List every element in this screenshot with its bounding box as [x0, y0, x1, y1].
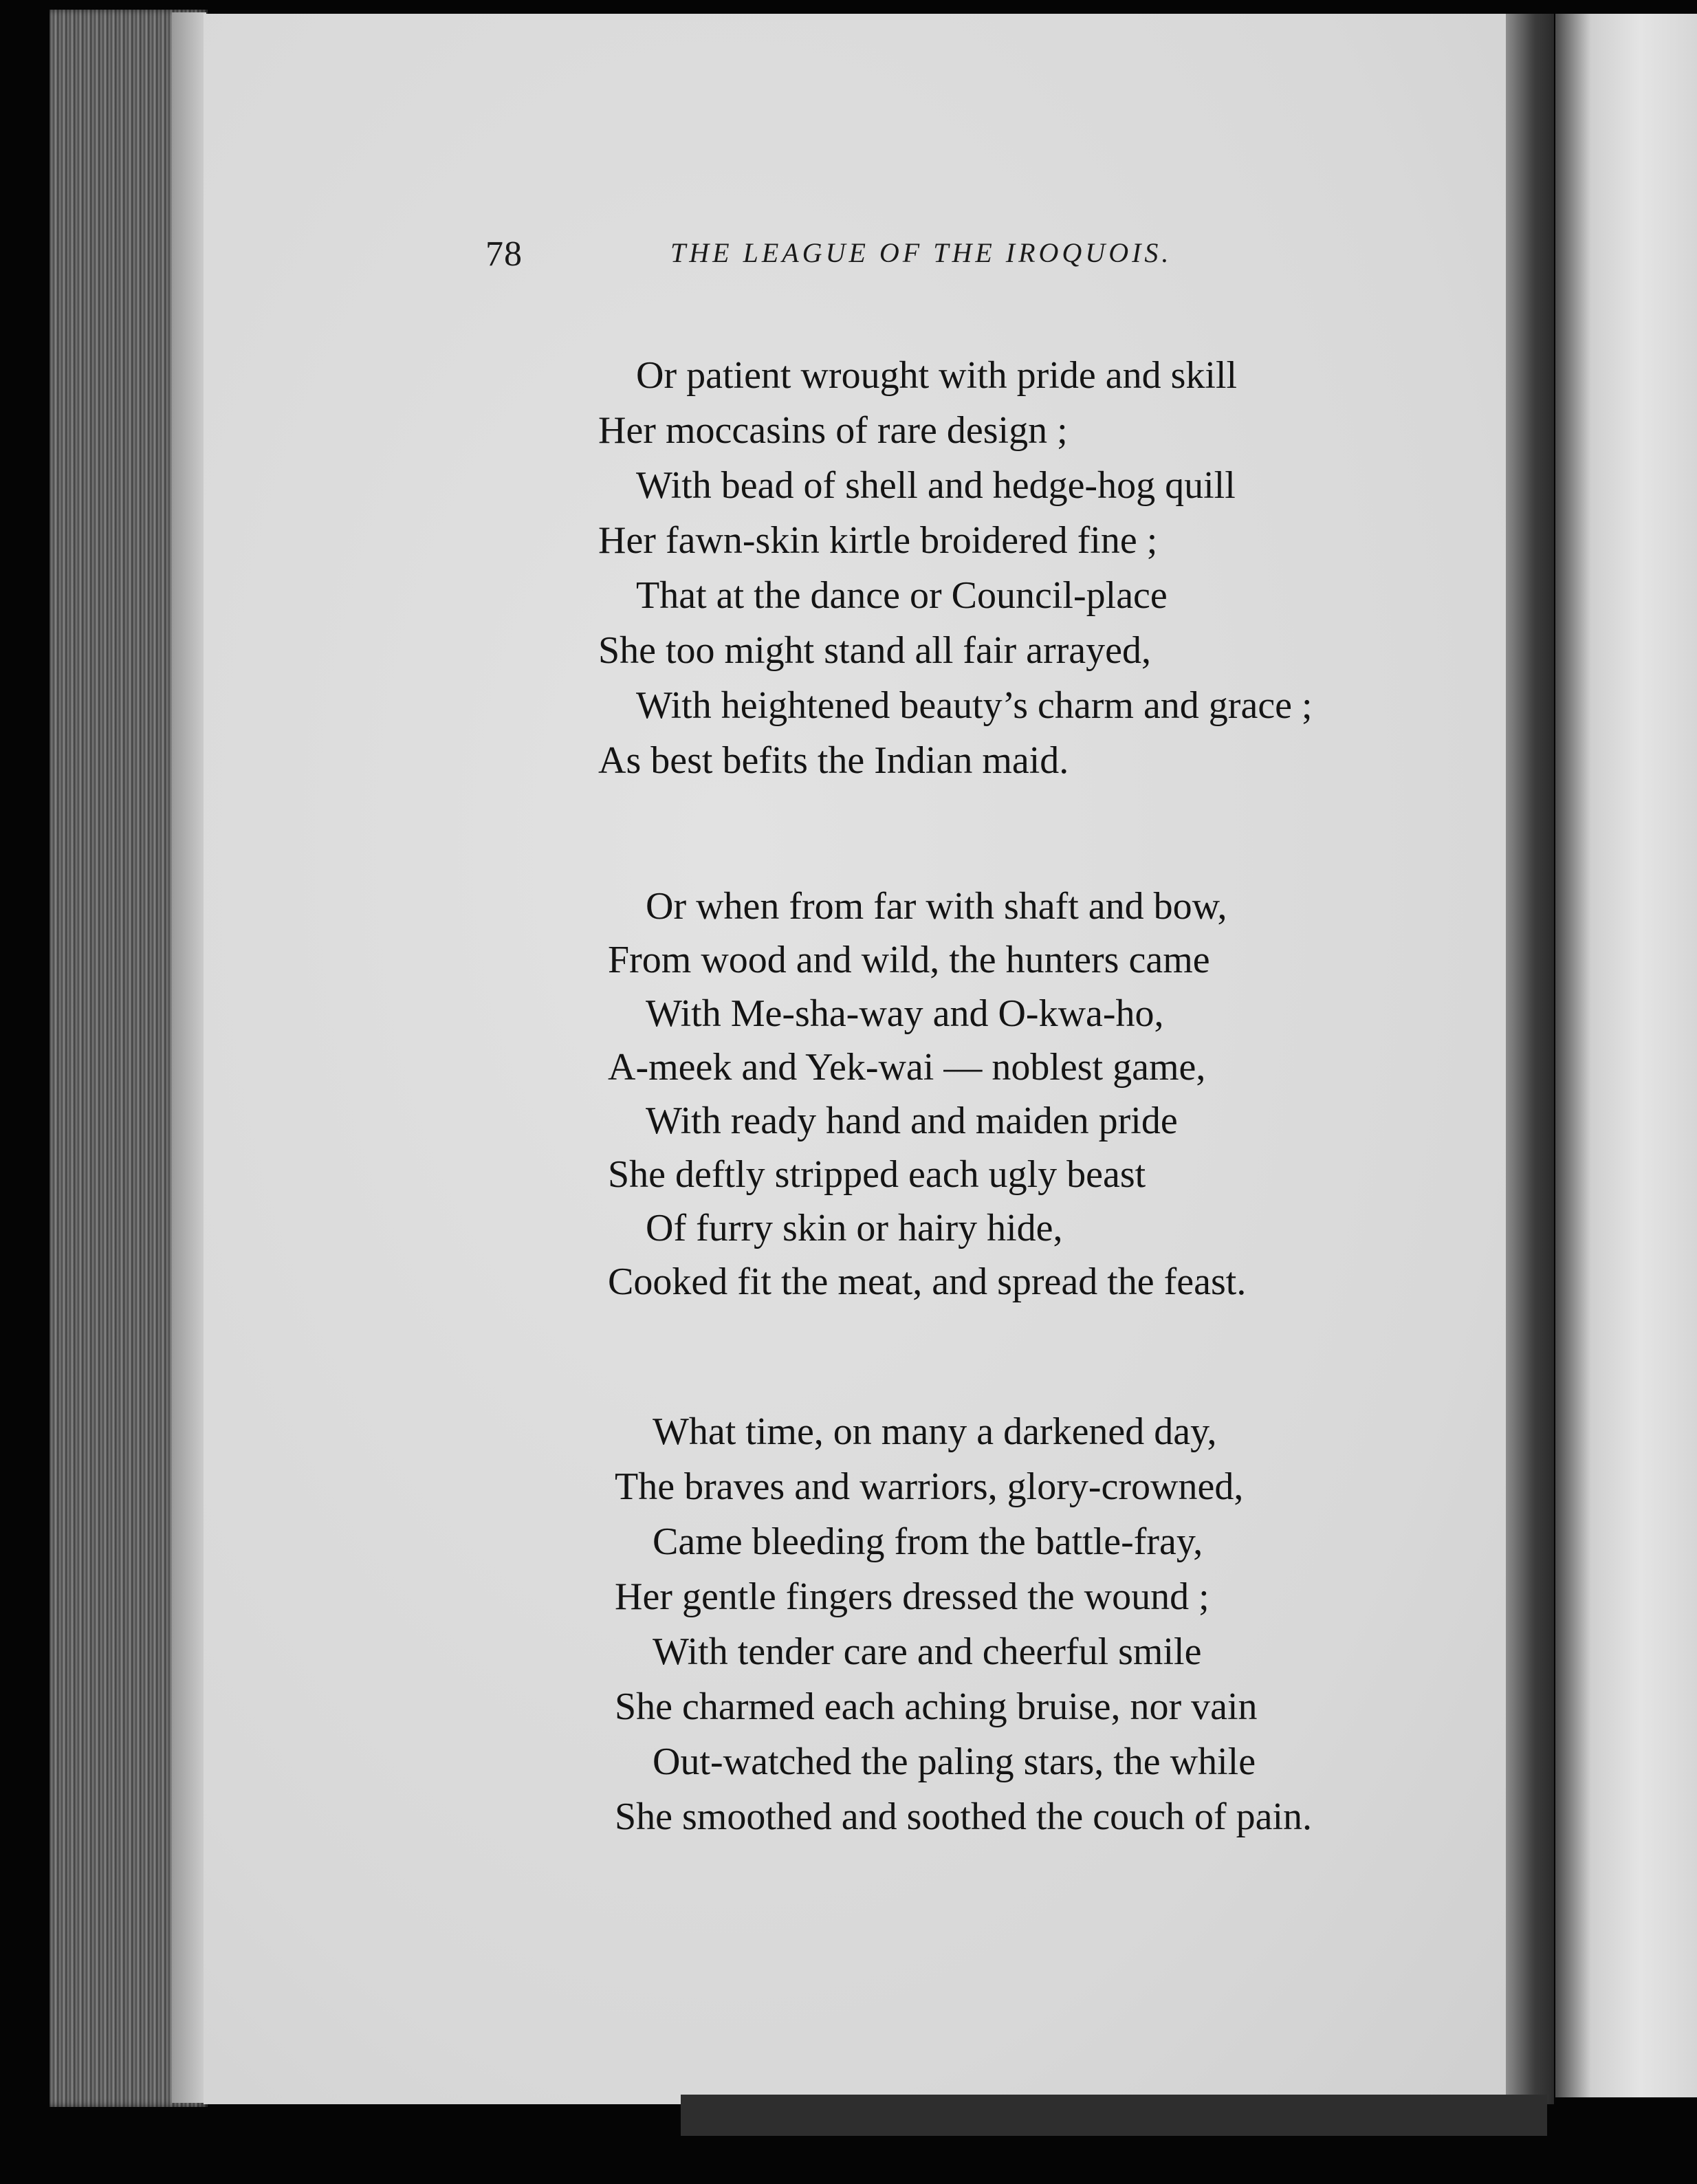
poem-line: Her gentle fingers dressed the wound ; [615, 1575, 1209, 1618]
page-number: 78 [485, 234, 523, 274]
poem-line: Or patient wrought with pride and skill [636, 354, 1238, 397]
poem-line: Out-watched the paling stars, the while [653, 1740, 1256, 1783]
facing-page-sliver [1555, 14, 1697, 2097]
poem-line: Her fawn-skin kirtle broidered fine ; [598, 519, 1158, 562]
poem-line: With ready hand and maiden pride [646, 1100, 1178, 1142]
poem-line: Or when from far with shaft and bow, [646, 885, 1227, 928]
poem-line: The braves and warriors, glory-crowned, [615, 1465, 1244, 1508]
poem-line: With Me-sha-way and O-kwa-ho, [646, 992, 1164, 1035]
poem-line: Cooked fit the meat, and spread the feast. [608, 1260, 1247, 1303]
poem-line: As best befits the Indian maid. [598, 739, 1069, 782]
poem-line: Came bleeding from the battle-fray, [653, 1520, 1203, 1563]
poem-line: Of furry skin or hairy hide, [646, 1207, 1063, 1249]
poem-line: She deftly stripped each ugly beast [608, 1153, 1146, 1196]
poem-line: She charmed each aching bruise, nor vain [615, 1685, 1258, 1728]
poem-line: From wood and wild, the hunters came [608, 939, 1210, 981]
poem-line: A-meek and Yek-wai — noblest game, [608, 1046, 1206, 1089]
running-head: THE LEAGUE OF THE IROQUOIS. [670, 237, 1172, 268]
book-gutter-shadow [1506, 14, 1554, 2104]
book-page-edges-highlight [172, 12, 206, 2103]
poem-line: With bead of shell and hedge-hog quill [636, 464, 1236, 507]
poem-line: With tender care and cheerful smile [653, 1630, 1202, 1673]
poem-line: What time, on many a darkened day, [653, 1410, 1217, 1453]
poem-line: She too might stand all fair arrayed, [598, 629, 1151, 672]
poem-line: She smoothed and soothed the couch of pain. [615, 1795, 1313, 1838]
poem-line: That at the dance or Council-place [636, 574, 1168, 617]
bottom-shadow-strip [681, 2095, 1547, 2136]
poem-line: Her moccasins of rare design ; [598, 409, 1068, 452]
poem-line: With heightened beauty’s charm and grace ; [636, 684, 1313, 727]
